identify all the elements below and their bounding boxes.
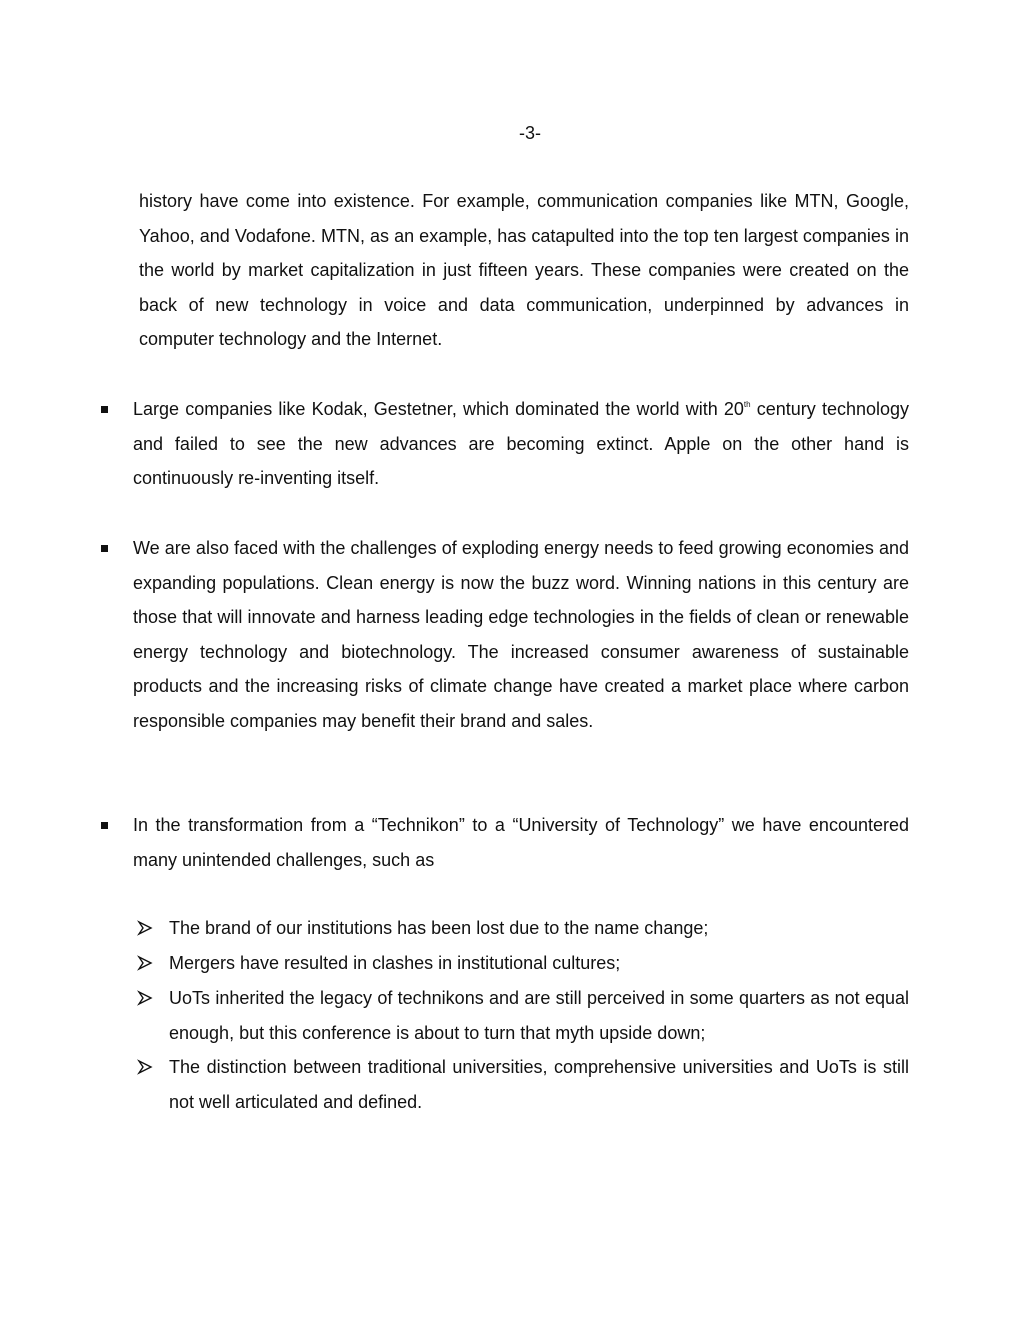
arrow-bullet-icon [137,990,153,1006]
continuation-paragraph: history have come into existence. For example, communication companies like MTN, Google, Yahoo, and Vodafone. MTN, as an example, has catapulted into the top ten largest companies in the world by market capitalization in just fifteen years. These companies were created on the back of new technology in voice and data communication, underpinned by advances in computer technology and the Internet. [139,191,909,350]
square-bullet-icon [101,822,108,829]
arrow-bullet-icon [137,1059,153,1075]
arrow-bullet-icon [137,955,153,971]
square-bullet-icon [101,406,108,413]
bullet-text: Large companies like Kodak, Gestetner, which dominated the world with 20th century technology and failed to see the new advances are becoming extinct. Apple on the other hand is continuously re-inventing itself. [133,399,910,489]
bullet-text: We are also faced with the challenges of exploding energy needs to feed growing economies and expanding populations. Clean energy is now the buzz word. Winning nations in this century are those that will innovate and harness leading edge technologies in the fields of clean or renewable energy technology and biotechnology. The increased consumer awareness of sustainable products and the increasing risks of climate change have created a market place where carbon responsible companies may benefit their brand and sales. [133,538,909,731]
square-bullet-icon [101,545,108,552]
sub-item-text: The brand of our institutions has been lost due to the name change; [169,918,709,938]
bullet-text: In the transformation from a “Technikon” to a “University of Technology” we have encountered many unintended challenges, such as [133,815,909,870]
sub-item-text: Mergers have resulted in clashes in institutional cultures; [169,953,621,973]
page-number: -3- [519,123,541,143]
arrow-bullet-icon [137,920,153,936]
sub-item-text: The distinction between traditional universities, comprehensive universities and UoTs is still not well articulated and defined. [169,1057,909,1112]
sub-item-text: UoTs inherited the legacy of technikons and are still perceived in some quarters as not equal enough, but this conference is about to turn that myth upside down; [169,988,909,1043]
